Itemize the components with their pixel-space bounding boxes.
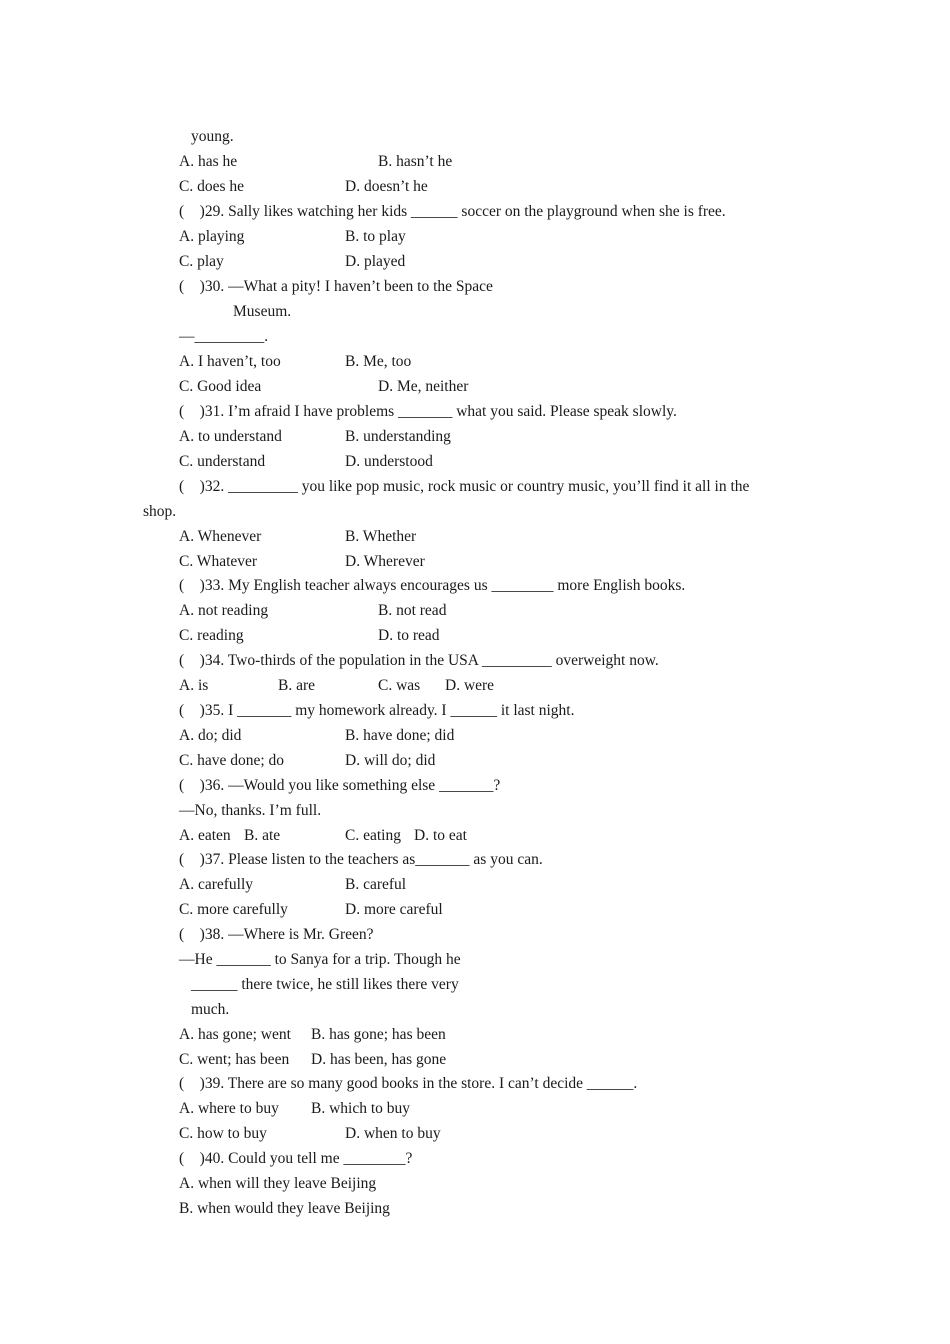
option-d: D. were xyxy=(445,677,495,694)
text-line: —He _______ to Sanya for a trip. Though he xyxy=(179,951,461,968)
text-line: —_________. xyxy=(179,328,269,345)
option-a: A. has he xyxy=(179,153,238,170)
question-33: ( )33. My English teacher always encourages us ________ more English books. xyxy=(179,577,686,594)
option-a: A. eaten xyxy=(179,827,231,844)
option-a: A. do; did xyxy=(179,727,242,744)
option-c: C. does he xyxy=(179,178,245,195)
option-a: A. when will they leave Beijing xyxy=(179,1175,377,1192)
option-a: A. playing xyxy=(179,228,245,245)
option-c: C. went; has been xyxy=(179,1051,290,1068)
text-line: ______ there twice, he still likes there very xyxy=(191,976,459,993)
text-line: shop. xyxy=(143,503,177,520)
option-c: C. more carefully xyxy=(179,901,288,918)
option-c: C. Good idea xyxy=(179,378,262,395)
option-c: C. reading xyxy=(179,627,244,644)
option-b: B. when would they leave Beijing xyxy=(179,1200,390,1217)
option-c: C. how to buy xyxy=(179,1125,267,1142)
option-d: D. doesn’t he xyxy=(345,178,428,195)
option-d: D. to eat xyxy=(414,827,467,844)
option-b: B. to play xyxy=(345,228,406,245)
option-b: B. not read xyxy=(378,602,447,619)
option-b: B. are xyxy=(278,677,316,694)
question-31: ( )31. I’m afraid I have problems _______ what you said. Please speak slowly. xyxy=(179,403,677,420)
option-b: B. hasn’t he xyxy=(378,153,453,170)
question-39: ( )39. There are so many good books in the store. I can’t decide ______. xyxy=(179,1075,638,1092)
option-c: C. have done; do xyxy=(179,752,285,769)
option-a: A. is xyxy=(179,677,209,694)
option-d: D. Me, neither xyxy=(378,378,469,395)
option-b: B. have done; did xyxy=(345,727,455,744)
option-d: D. when to buy xyxy=(345,1125,441,1142)
option-d: D. will do; did xyxy=(345,752,436,769)
option-a: A. where to buy xyxy=(179,1100,279,1117)
question-37: ( )37. Please listen to the teachers as_______ as you can. xyxy=(179,851,543,868)
text-line: Museum. xyxy=(233,303,292,320)
option-b: B. has gone; has been xyxy=(311,1026,446,1043)
option-d: D. Wherever xyxy=(345,553,425,570)
option-d: D. understood xyxy=(345,453,433,470)
option-b: B. careful xyxy=(345,876,407,893)
question-38: ( )38. —Where is Mr. Green? xyxy=(179,926,374,943)
option-c: C. was xyxy=(378,677,421,694)
option-d: D. to read xyxy=(378,627,440,644)
option-c: C. eating xyxy=(345,827,401,844)
question-32: ( )32. _________ you like pop music, rock music or country music, you’ll find it all in the xyxy=(179,478,750,495)
option-d: D. has been, has gone xyxy=(311,1051,447,1068)
option-a: A. carefully xyxy=(179,876,254,893)
question-30: ( )30. —What a pity! I haven’t been to the Space xyxy=(179,278,493,295)
question-35: ( )35. I _______ my homework already. I ______ it last night. xyxy=(179,702,575,719)
option-a: A. not reading xyxy=(179,602,269,619)
text-line: —No, thanks. I’m full. xyxy=(179,802,322,819)
option-a: A. I haven’t, too xyxy=(179,353,281,370)
option-b: B. understanding xyxy=(345,428,451,445)
option-d: D. played xyxy=(345,253,406,270)
text-line: young. xyxy=(191,128,234,145)
option-a: A. Whenever xyxy=(179,528,262,545)
option-c: C. understand xyxy=(179,453,266,470)
option-d: D. more careful xyxy=(345,901,443,918)
option-a: A. to understand xyxy=(179,428,282,445)
option-c: C. Whatever xyxy=(179,553,258,570)
option-c: C. play xyxy=(179,253,224,270)
option-b: B. Me, too xyxy=(345,353,412,370)
question-40: ( )40. Could you tell me ________? xyxy=(179,1150,413,1167)
option-b: B. which to buy xyxy=(311,1100,411,1117)
question-34: ( )34. Two-thirds of the population in the USA _________ overweight now. xyxy=(179,652,659,669)
text-line: much. xyxy=(191,1001,230,1018)
option-a: A. has gone; went xyxy=(179,1026,291,1043)
option-b: B. Whether xyxy=(345,528,417,545)
question-29: ( )29. Sally likes watching her kids ______ soccer on the playground when she is free. xyxy=(179,203,726,220)
option-b: B. ate xyxy=(244,827,281,844)
question-36: ( )36. —Would you like something else _______? xyxy=(179,777,501,794)
